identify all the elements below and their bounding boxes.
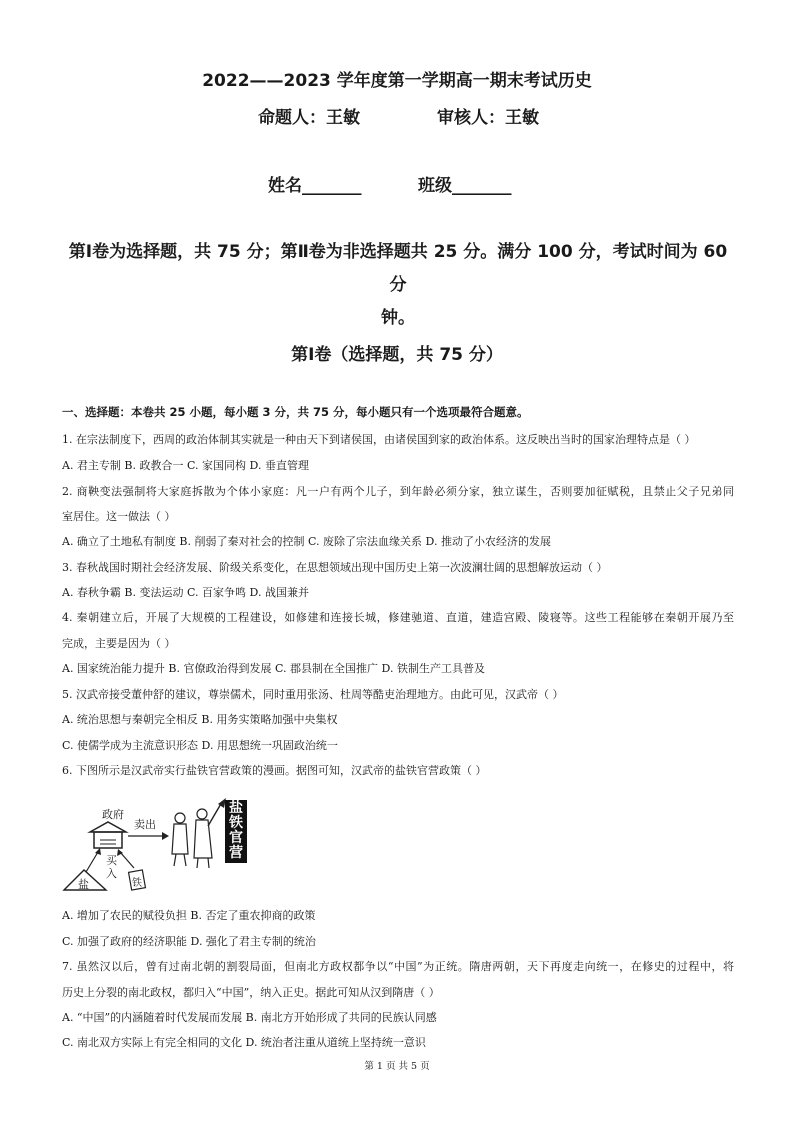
cartoon-label-buy-2: 入 bbox=[106, 867, 117, 880]
cartoon-label-government: 政府 bbox=[102, 808, 124, 821]
reviewer: 审核人：王敏 bbox=[437, 108, 539, 128]
part-1-title: 第Ⅰ卷（选择题，共 75 分） bbox=[291, 345, 503, 365]
banner-char-2: 铁 bbox=[229, 815, 243, 831]
section-heading: 一、选择题：本卷共 25 小题，每小题 3 分，共 75 分，每小题只有一个选项最符合题意。 bbox=[62, 405, 529, 419]
cartoon-label-sell: 卖出 bbox=[134, 818, 156, 831]
cartoon-label-buy-1: 买 bbox=[106, 854, 117, 867]
question-4-options: A. 国家统治能力提升 B. 官僚政治得到发展 C. 郡县制在全国推广 D. 铁制生产工具普及 bbox=[62, 662, 485, 675]
question-7-stem-line-1: 7. 虽然汉以后，曾有过南北朝的割裂局面，但南北方政权都争以“中国”为正统。隋唐两朝，天下再度走向统一，在修史的过程中，将 bbox=[62, 960, 734, 973]
banner-char-4: 营 bbox=[229, 845, 243, 861]
question-3-stem: 3. 春秋战国时期社会经济发展、阶级关系变化，在思想领域出现中国历史上第一次波澜壮阔的思想解放运动（ ） bbox=[62, 561, 608, 574]
exam-notice bbox=[58, 236, 738, 335]
banner-char-1: 盐 bbox=[229, 800, 243, 816]
class-field: 班级_______ bbox=[418, 176, 512, 196]
question-7-stem-line-2: 历史上分裂的南北政权，都归入“中国”，纳入正史。据此可知从汉到隋唐（ ） bbox=[62, 986, 440, 999]
question-1-stem: 1. 在宗法制度下，西周的政治体制其实就是一种由天下到诸侯国，由诸侯国到家的政治体系。这反映出当时的国家治理特点是（ ） bbox=[62, 433, 696, 446]
question-5-stem: 5. 汉武帝接受董仲舒的建议，尊崇儒术，同时重用张汤、杜周等酷吏治理地方。由此可见，汉武帝（ ） bbox=[62, 688, 564, 701]
question-1-options: A. 君主专制 B. 政教合一 C. 家国同构 D. 垂直管理 bbox=[62, 459, 309, 472]
question-3-options: A. 春秋争霸 B. 变法运动 C. 百家争鸣 D. 战国兼并 bbox=[62, 586, 309, 599]
question-6-stem: 6. 下图所示是汉武帝实行盐铁官营政策的漫画。据图可知，汉武帝的盐铁官营政策（ ） bbox=[62, 764, 487, 777]
question-2-options: A. 确立了土地私有制度 B. 削弱了秦对社会的控制 C. 废除了宗法血缘关系 D. 推动了小农经济的发展 bbox=[62, 535, 551, 548]
question-7-options-line-2: C. 南北双方实际上有完全相同的文化 D. 统治者注重从道统上坚持统一意识 bbox=[62, 1036, 426, 1049]
question-4-stem-line-2: 完成，主要是因为（ ） bbox=[62, 637, 176, 650]
question-4-stem-line-1: 4. 秦朝建立后，开展了大规模的工程建设，如修建和连接长城，修建驰道、直道，建造宫殿、陵寝等。这些工程能够在秦朝开展乃至 bbox=[62, 611, 734, 624]
cartoon-label-salt: 盐 bbox=[78, 878, 89, 891]
notice-line-1: 第Ⅰ卷为选择题，共 75 分；第Ⅱ卷为非选择题共 25 分。满分 100 分，考试时间为 60 分 bbox=[68, 242, 728, 295]
question-2-stem-line-2: 室居住。这一做法（ ） bbox=[62, 510, 176, 523]
question-6-options-line-2: C. 加强了政府的经济职能 D. 强化了君主专制的统治 bbox=[62, 935, 316, 948]
cartoon-label-iron: 铁 bbox=[132, 878, 142, 889]
question-7-options-line-1: A. “中国”的内涵随着时代发展而发展 B. 南北方开始形成了共同的民族认同感 bbox=[62, 1011, 437, 1024]
question-5-options-line-1: A. 统治思想与秦朝完全相反 B. 用务实策略加强中央集权 bbox=[62, 713, 338, 726]
notice-line-2: 钟。 bbox=[381, 308, 415, 328]
salt-iron-banner bbox=[225, 800, 247, 863]
name-field: 姓名_______ bbox=[268, 176, 362, 196]
question-2-stem-line-1: 2. 商鞅变法强制将大家庭拆散为个体小家庭：凡一户有两个儿子，到年龄必须分家，独立谋生，否则要加征赋税，且禁止父子兄弟同 bbox=[62, 485, 734, 498]
banner-char-3: 官 bbox=[229, 830, 243, 846]
page-footer: 第 1 页 共 5 页 bbox=[364, 1061, 430, 1072]
question-setter: 命题人：王敏 bbox=[258, 108, 360, 128]
question-5-options-line-2: C. 使儒学成为主流意识形态 D. 用思想统一巩固政治统一 bbox=[62, 739, 338, 752]
exam-title: 2022——2023 学年度第一学期高一期末考试历史 bbox=[202, 71, 592, 91]
question-6-options-line-1: A. 增加了农民的赋役负担 B. 否定了重农抑商的政策 bbox=[62, 909, 316, 922]
